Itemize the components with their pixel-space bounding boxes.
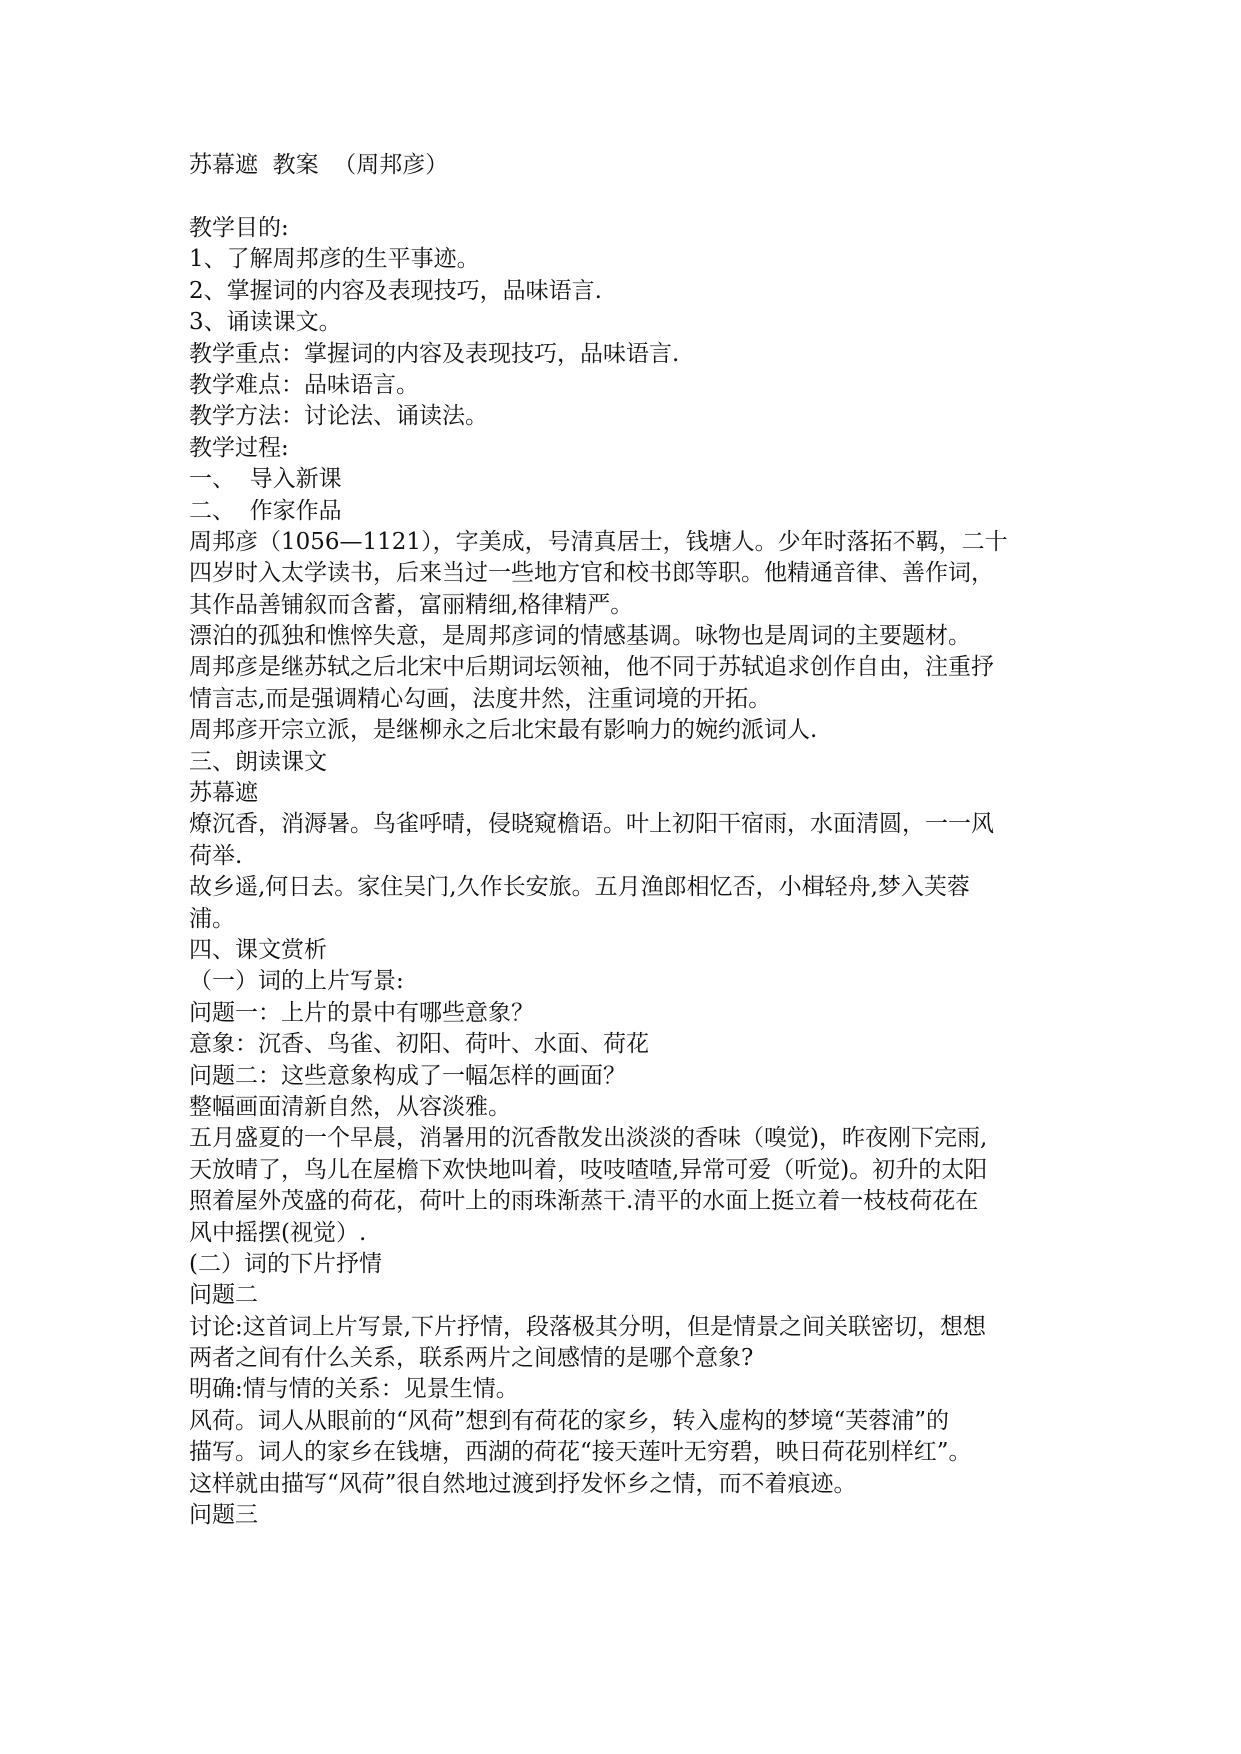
text-line: 周邦彦是继苏轼之后北宋中后期词坛领袖，他不同于苏轼追求创作自由，注重抒 bbox=[189, 654, 994, 681]
text-line: 问题二：这些意象构成了一幅怎样的画面？ bbox=[189, 1062, 626, 1089]
text-line: 浦。 bbox=[189, 905, 235, 932]
text-line: 故乡遥,何日去。家住吴门,久作长安旅。五月渔郎相忆否，小楫轻舟,梦入芙蓉 bbox=[189, 874, 970, 901]
text-line: 2、掌握词的内容及表现技巧，品味语言. bbox=[189, 277, 602, 304]
text-line: 教学目的: bbox=[189, 215, 289, 241]
text-line: 两者之间有什么关系，联系两片之间感情的是哪个意象? bbox=[189, 1345, 754, 1372]
text-line: 照着屋外茂盛的荷花，荷叶上的雨珠渐蒸干.清平的水面上挺立着一枝枝荷花在 bbox=[189, 1188, 979, 1215]
text-line: 周邦彦（1056—1121），字美成，号清真居士，钱塘人。少年时落拓不羁，二十 bbox=[189, 528, 1008, 555]
text-line: 1、了解周邦彦的生平事迹。 bbox=[189, 246, 480, 273]
document-title: 苏幕遮 教案 （周邦彦） bbox=[189, 152, 449, 178]
document-body bbox=[189, 213, 1069, 1531]
text-line: 教学过程: bbox=[189, 434, 289, 461]
text-line: 整幅画面清新自然，从容淡雅。 bbox=[189, 1093, 511, 1120]
text-line: 描写。词人的家乡在钱塘，西湖的荷花“接天莲叶无穷碧，映日荷花别样红”。 bbox=[189, 1439, 972, 1466]
text-line: 四岁时入太学读书，后来当过一些地方官和校书郎等职。他精通音律、善作词， bbox=[189, 560, 994, 587]
text-line: 风中摇摆(视觉）. bbox=[189, 1219, 367, 1246]
text-line: 这样就由描写“风荷”很自然地过渡到抒发怀乡之情，而不着痕迹。 bbox=[189, 1470, 857, 1497]
text-line: 三、朗读课文 bbox=[189, 748, 327, 775]
text-line: 意象：沉香、鸟雀、初阳、荷叶、水面、荷花 bbox=[189, 1031, 649, 1058]
text-line: 问题一：上片的景中有哪些意象？ bbox=[189, 999, 534, 1026]
text-line: 五月盛夏的一个早晨，消暑用的沉香散发出淡淡的香味（嗅觉)，昨夜刚下完雨, bbox=[189, 1125, 988, 1152]
text-line: 天放晴了，鸟儿在屋檐下欢快地叫着，吱吱喳喳,异常可爱（听觉)。初升的太阳 bbox=[189, 1156, 988, 1183]
text-line: 苏幕遮 bbox=[189, 780, 258, 807]
text-line: 情言志,而是强调精心勾画，法度井然，注重词境的开拓。 bbox=[189, 685, 772, 712]
text-line: 教学重点：掌握词的内容及表现技巧，品味语言. bbox=[189, 340, 680, 367]
text-line: 一、 导入新课 bbox=[189, 466, 342, 493]
text-line: 荷举. bbox=[189, 842, 243, 869]
text-line: (二）词的下片抒情 bbox=[189, 1250, 382, 1277]
text-line: 漂泊的孤独和憔悴失意，是周邦彦词的情感基调。咏物也是周词的主要题材。 bbox=[189, 623, 971, 650]
text-line: 3、诵读课文。 bbox=[189, 309, 342, 336]
text-line: 教学方法：讨论法、诵读法。 bbox=[189, 403, 488, 430]
text-line: 四、课文赏析 bbox=[189, 936, 327, 963]
text-line: 教学难点：品味语言。 bbox=[189, 371, 419, 398]
text-line: （一）词的上片写景: bbox=[189, 968, 404, 995]
text-line: 明确:情与情的关系：见景生情。 bbox=[189, 1376, 519, 1403]
text-line: 问题二 bbox=[189, 1282, 258, 1309]
text-line: 二、 作家作品 bbox=[189, 497, 342, 524]
text-line: 其作品善铺叙而含蓄，富丽精细,格律精严。 bbox=[189, 591, 634, 618]
text-line: 讨论:这首词上片写景,下片抒情，段落极其分明，但是情景之间关联密切，想想 bbox=[189, 1313, 987, 1340]
text-line: 风荷。词人从眼前的“风荷”想到有荷花的家乡，转入虚构的梦境“芙蓉浦”的 bbox=[189, 1407, 950, 1434]
text-line: 问题三 bbox=[189, 1502, 258, 1529]
text-line: 燎沉香，消溽暑。鸟雀呼晴，侵晓窥檐语。叶上初阳干宿雨，水面清圆，一一风 bbox=[189, 811, 994, 838]
text-line: 周邦彦开宗立派，是继柳永之后北宋最有影响力的婉约派词人. bbox=[189, 717, 818, 744]
